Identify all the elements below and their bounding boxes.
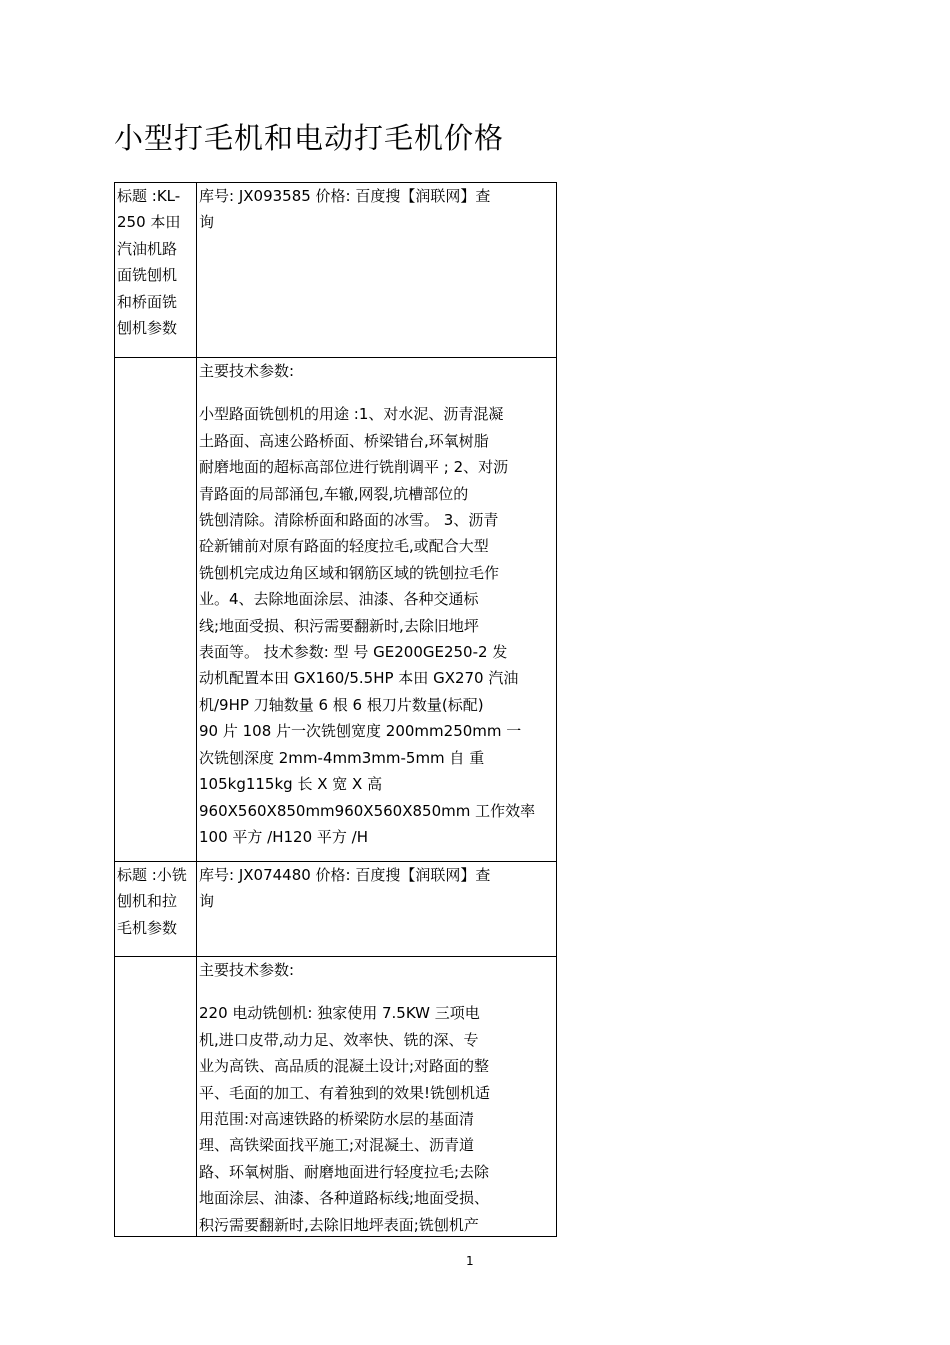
body-line: 业为高铁、高品质的混凝土设计;对路面的整 — [199, 1057, 490, 1076]
body-line: 机,进口皮带,动力足、效率快、铣的深、专 — [199, 1030, 479, 1049]
body-line: 理、高铁梁面找平施工;对混凝土、沥青道 — [199, 1136, 475, 1155]
entry-title-line: 和桥面铣 — [117, 292, 178, 311]
body-line: 220 电动铣刨机: 独家使用 7.5KW 三项电 — [199, 1004, 480, 1023]
body-line: 100 平方 /H120 平方 /H — [199, 827, 368, 846]
entry-title-line: 面铣刨机 — [117, 266, 178, 285]
entry-title-line: 刨机参数 — [117, 319, 178, 338]
body-line: 积污需要翻新时,去除旧地坪表面;铣刨机产 — [199, 1215, 479, 1234]
tech-params-heading: 主要技术参数: — [199, 961, 295, 979]
body-line: 平、毛面的加工、有着独到的效果!铣刨机适 — [199, 1083, 491, 1102]
entry-title-line: 汽油机路 — [117, 239, 178, 258]
body-line: 地面涂层、油漆、各种道路标线;地面受损、 — [199, 1189, 490, 1208]
table-row — [115, 862, 556, 957]
body-line: 次铣刨深度 2mm-4mm3mm-5mm 自 重 — [199, 748, 485, 767]
body-line: 90 片 108 片一次铣刨宽度 200mm250mm 一 — [199, 722, 522, 741]
body-line: 青路面的局部涌包,车辙,网裂,坑槽部位的 — [199, 484, 469, 503]
entry-title-line: 标题 :小铣 — [117, 866, 187, 884]
entry-info-cell — [197, 183, 556, 357]
body-line: 小型路面铣刨机的用途 :1、对水泥、沥青混凝 — [199, 405, 504, 424]
body-line: 业。4、去除地面涂层、油漆、各种交通标 — [199, 590, 479, 609]
entry-info-cell — [197, 862, 556, 956]
body-line: 耐磨地面的超标高部位进行铣削调平 ; 2、对沥 — [199, 458, 509, 477]
body-line: 960X560X850mm960X560X850mm 工作效率 — [199, 801, 536, 820]
entry-title-line: 标题 :KL- — [117, 187, 181, 205]
empty-cell — [115, 957, 197, 1236]
page-number: 1 — [466, 1254, 474, 1268]
body-line: 铣刨清除。清除桥面和路面的冰雪。 3、沥青 — [199, 511, 499, 530]
tech-params-heading: 主要技术参数: — [199, 362, 295, 380]
spec-table — [114, 182, 557, 1237]
body-line: 用范围:对高速铁路的桥梁防水层的基面清 — [199, 1110, 475, 1129]
body-line: 表面等。 技术参数: 型 号 GE200GE250-2 发 — [199, 643, 508, 662]
body-line: 105kg115kg 长 X 宽 X 高 — [199, 775, 383, 794]
table-row — [115, 358, 556, 862]
entry-title-line: 毛机参数 — [117, 918, 178, 937]
body-line: 动机配置本田 GX160/5.5HP 本田 GX270 汽油 — [199, 669, 519, 688]
body-line: 铣刨机完成边角区域和钢筋区域的铣刨拉毛作 — [199, 563, 500, 582]
entry-title-cell — [115, 862, 197, 956]
stock-price-line: 库号: JX093585 价格: 百度搜【润联网】查 — [199, 187, 491, 205]
entry-title-cell — [115, 183, 197, 357]
empty-cell — [115, 358, 197, 861]
stock-price-line: 库号: JX074480 价格: 百度搜【润联网】查 — [199, 866, 491, 884]
tech-params-cell — [197, 957, 556, 1236]
entry-title-line: 刨机和拉 — [117, 892, 178, 911]
tech-params-cell — [197, 358, 556, 861]
body-line: 路、环氧树脂、耐磨地面进行轻度拉毛;去除 — [199, 1162, 490, 1181]
page-title: 小型打毛机和电动打毛机价格 — [114, 121, 505, 155]
body-line: 线;地面受损、积污需要翻新时,去除旧地坪 — [199, 616, 479, 635]
entry-title-line: 250 本田 — [117, 213, 181, 232]
body-line: 砼新铺前对原有路面的轻度拉毛,或配合大型 — [199, 537, 489, 556]
body-line: 土路面、高速公路桥面、桥梁错台,环氧树脂 — [199, 431, 489, 450]
table-row — [115, 957, 556, 1237]
body-line: 机/9HP 刀轴数量 6 根 6 根刀片数量(标配) — [199, 695, 484, 714]
stock-price-line: 询 — [199, 892, 215, 911]
table-row — [115, 183, 556, 358]
stock-price-line: 询 — [199, 213, 215, 232]
